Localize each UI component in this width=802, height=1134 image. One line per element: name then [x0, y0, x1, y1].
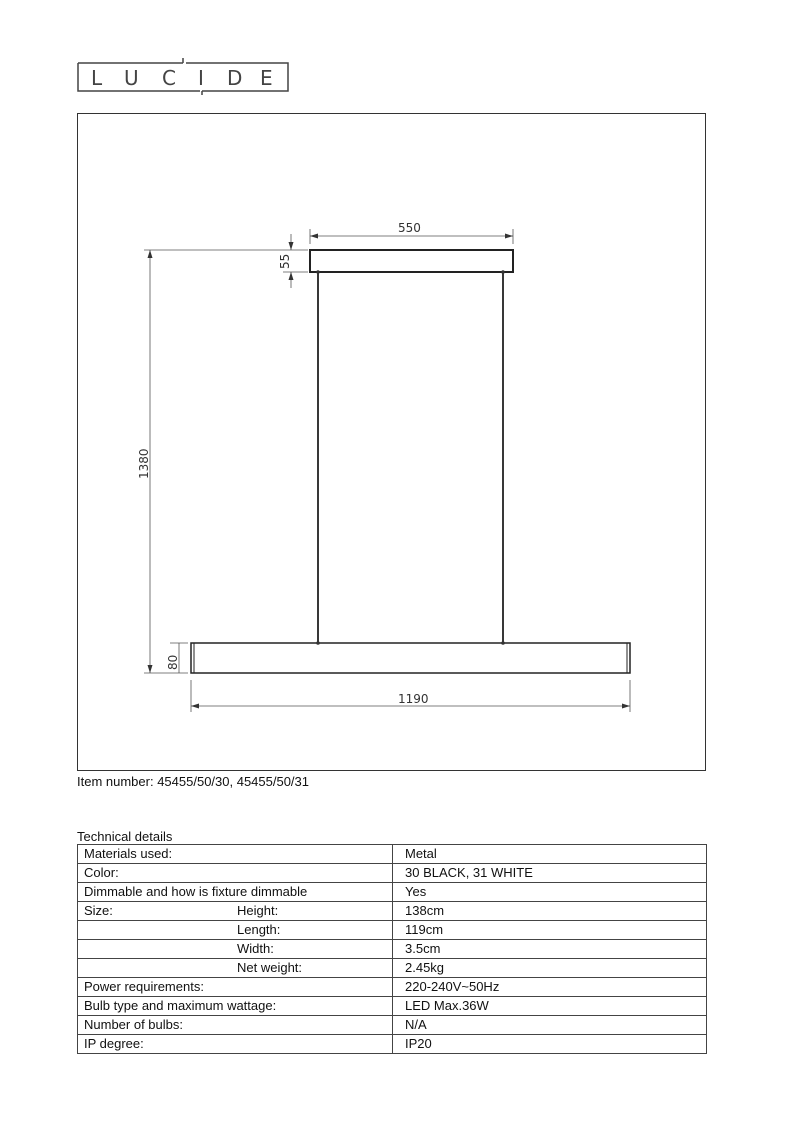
spec-row — [78, 845, 707, 864]
spec-row — [78, 959, 707, 978]
spec-value: Metal — [393, 845, 707, 864]
spec-label: Size: — [84, 903, 113, 918]
spec-value: Yes — [393, 883, 707, 902]
spec-value: 220-240V~50Hz — [393, 978, 707, 997]
spec-sublabel: Width: — [237, 941, 274, 956]
spec-value: IP20 — [393, 1035, 707, 1054]
spec-value: 30 BLACK, 31 WHITE — [393, 864, 707, 883]
spec-row — [78, 921, 707, 940]
logo-letter: U — [124, 66, 139, 90]
lucide-logo — [77, 57, 289, 95]
spec-label: Number of bulbs: — [84, 1017, 183, 1032]
dim-bar-length: 1190 — [398, 692, 429, 706]
spec-sublabel: Length: — [237, 922, 281, 937]
logo-letter: E — [260, 66, 273, 90]
spec-value: 138cm — [393, 902, 707, 921]
logo-letter: D — [227, 66, 243, 90]
dim-total-height: 1380 — [137, 448, 151, 479]
spec-row — [78, 997, 707, 1016]
spec-value: 3.5cm — [393, 940, 707, 959]
spec-label: Power requirements: — [84, 979, 204, 994]
dim-canopy-height: 55 — [278, 253, 292, 269]
logo-letter: C — [162, 66, 176, 90]
spec-row — [78, 864, 707, 883]
dim-canopy-width: 550 — [398, 221, 421, 235]
spec-row — [78, 1016, 707, 1035]
technical-details-title: Technical details — [77, 829, 173, 844]
spec-sublabel: Height: — [237, 903, 279, 918]
spec-label: Color: — [84, 865, 119, 880]
spec-label: IP degree: — [84, 1036, 144, 1051]
logo-letter: I — [198, 66, 204, 90]
spec-row — [78, 978, 707, 997]
spec-label: Bulb type and maximum wattage: — [84, 998, 277, 1013]
spec-value: 2.45kg — [393, 959, 707, 978]
technical-details-table — [77, 844, 707, 1054]
spec-row — [78, 940, 707, 959]
spec-value: LED Max.36W — [393, 997, 707, 1016]
spec-value: N/A — [393, 1016, 707, 1035]
logo-letter: L — [91, 66, 103, 90]
spec-label: Materials used: — [84, 846, 173, 861]
spec-row — [78, 883, 707, 902]
spec-row — [78, 1035, 707, 1054]
item-number: Item number: 45455/50/30, 45455/50/31 — [77, 774, 310, 789]
spec-value: 119cm — [393, 921, 707, 940]
technical-drawing — [77, 113, 706, 771]
spec-row — [78, 902, 707, 921]
spec-label: Dimmable and how is fixture dimmable — [84, 884, 308, 899]
spec-sublabel: Net weight: — [237, 960, 303, 975]
dim-bar-height: 80 — [166, 654, 180, 670]
